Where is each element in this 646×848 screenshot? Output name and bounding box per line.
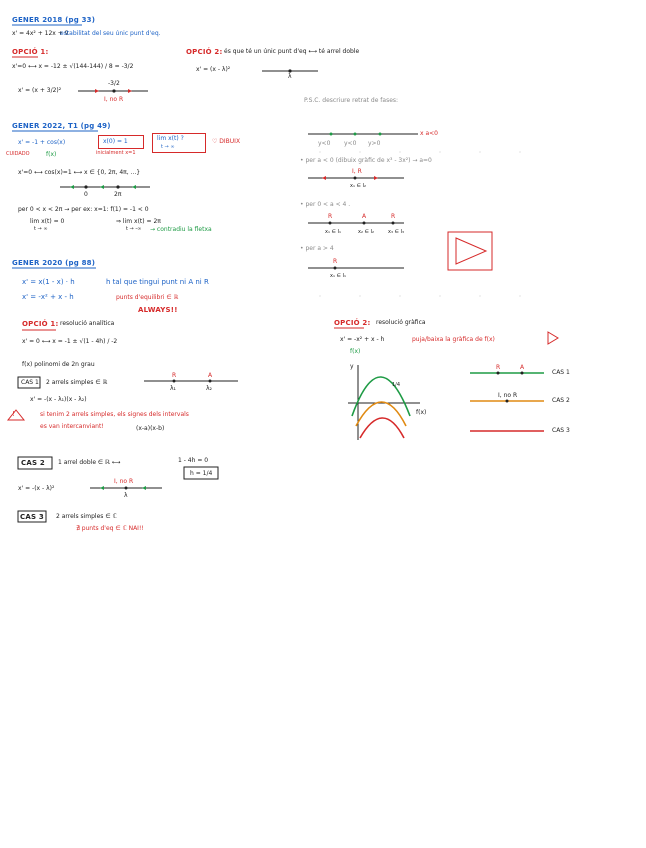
rc-psc: P.S.C. descriure retrat de fases: bbox=[304, 97, 399, 104]
s2-cuidado: CUIDADO bbox=[6, 151, 30, 157]
rc-case2-sub-1: x₁ ∈ I₁ bbox=[325, 229, 341, 235]
cas1-line-label-a: A bbox=[520, 364, 525, 371]
graph-fx-label: f(x) bbox=[416, 409, 427, 416]
s3-op2-eq: x' = -x² + x - h bbox=[340, 336, 385, 343]
s3-cas1-text: 2 arrels simples ∈ ℝ bbox=[46, 379, 108, 386]
s2-between: per 0 < x < 2π → per ex: x=1: f(1) = -1 < 0 bbox=[18, 206, 149, 213]
s3-op2-note: puja/baixa la gràfica de f(x) bbox=[412, 336, 495, 343]
cas1-line-title: CAS 1 bbox=[552, 369, 570, 376]
warn-icon: ! bbox=[12, 410, 15, 418]
rc-case3-sub: x₁ ∈ I₁ bbox=[330, 273, 346, 279]
cas1-line-label-r: R bbox=[496, 364, 501, 371]
graph-quarter-label: 1/4 bbox=[392, 382, 401, 388]
s3-cas1-tick-2: λ₂ bbox=[206, 385, 212, 392]
rc-sign2: y<0 bbox=[344, 140, 357, 147]
s1-op2-tick: λ bbox=[288, 73, 292, 80]
s2-title: GENER 2022, T1 (pg 49) bbox=[12, 122, 111, 130]
s3-cas3: CAS 3 bbox=[20, 513, 44, 521]
s2-lim1-sub: t → ∞ bbox=[34, 226, 48, 232]
s1-op1-tick: -3/2 bbox=[108, 80, 120, 87]
s3-option2: OPCIÓ 2: bbox=[334, 319, 371, 327]
s3-cas2-box: h = 1/4 bbox=[190, 470, 213, 477]
s3-title: GENER 2020 (pg 88) bbox=[12, 259, 96, 267]
s3-eq1: x' = x(1 - x) · h bbox=[22, 278, 75, 286]
rc-case2-label-2: A bbox=[362, 213, 367, 220]
rc-case1-sub: x₁ ∈ I₂ bbox=[350, 183, 366, 189]
rc-case2-label-3: R bbox=[391, 213, 396, 220]
rc-case2-sub-3: x₃ ∈ I₃ bbox=[388, 229, 404, 235]
s3-eq1-note: h tal que tingui punt ni A ni R bbox=[106, 278, 209, 286]
s2-eq2: x'=0 ⟷ cos(x)=1 ⟷ x ∈ {0, 2π, 4π, ...} bbox=[18, 169, 141, 176]
s2-lim2-sub: t → -∞ bbox=[126, 226, 142, 232]
s2-tick-2pi: 2π bbox=[114, 191, 122, 198]
s1-op2-text: és que té un únic punt d'eq ⟷ té arrel doble bbox=[224, 48, 360, 55]
s3-cas2-text: 1 arrel doble ∈ ℝ ⟷ bbox=[58, 459, 121, 466]
s3-cas2-eq: x' = -(x - λ)² bbox=[18, 485, 55, 492]
s2-box1-sub: inicialment x=1 bbox=[96, 150, 136, 156]
rc-case3-label: R bbox=[333, 258, 338, 265]
s2-lim2: ⇒ lim x(t) = 2π bbox=[116, 218, 161, 225]
s3-cas1-eq: x' = -(x - λ₁)(x - λ₂) bbox=[30, 396, 87, 403]
s3-op2-sub: resolució gràfica bbox=[376, 319, 426, 326]
s2-lim2-note: → contradiu la fletxa bbox=[150, 226, 212, 233]
s1-option2: OPCIÓ 2: bbox=[186, 48, 223, 56]
rc-sign3: y>0 bbox=[368, 140, 381, 147]
point bbox=[112, 89, 115, 92]
s3-op1-note: f(x) polinomi de 2n grau bbox=[22, 361, 95, 368]
s3-eq2: x' = -x² + x - h bbox=[22, 293, 74, 301]
s3-always: ALWAYS!! bbox=[138, 306, 178, 314]
s3-cas1-label-a: A bbox=[208, 372, 213, 379]
s3-op2-fx: f(x) bbox=[350, 348, 361, 355]
s3-op1-sub: resolució analítica bbox=[60, 320, 115, 327]
rc-sign1: y<0 bbox=[318, 140, 331, 147]
s3-cas3-text: 2 arrels simples ∈ ℂ bbox=[56, 513, 117, 520]
rc-case2-sub-2: x₂ ∈ I₂ bbox=[358, 229, 374, 235]
s2-box2-sub: t → ∞ bbox=[161, 144, 175, 150]
cas3-line-title: CAS 3 bbox=[552, 427, 570, 434]
s2-box1 bbox=[98, 135, 144, 149]
s3-cas2: CAS 2 bbox=[21, 459, 45, 467]
cas2-line-label: I, no R bbox=[498, 392, 518, 399]
graph-y-label: y bbox=[350, 363, 354, 370]
s1-equation: x' = 4x² + 12x + 9 bbox=[12, 30, 69, 37]
s3-cas1-label-r: R bbox=[172, 372, 177, 379]
rc-case3: • per a > 4 bbox=[300, 245, 334, 252]
s3-warn-1: si tenim 2 arrels simples, els signes dels intervals bbox=[40, 411, 189, 418]
s3-warn-2: es van intercanviant! bbox=[40, 423, 104, 430]
s2-fx: f(x) bbox=[46, 151, 57, 158]
rc-case1: • per a < 0 (dibuix gràfic de x³ - 3x²) → a=0 bbox=[300, 157, 432, 164]
s1-op2-eq: x' = (x - λ)² bbox=[196, 66, 231, 73]
s1-op1-line2: x' = (x + 3/2)² bbox=[18, 87, 62, 94]
s3-cas2-cond: 1 - 4h = 0 bbox=[178, 457, 209, 464]
s2-box1-text: x(0) = 1 bbox=[103, 138, 128, 145]
rc-case2-label-1: R bbox=[328, 213, 333, 220]
s2-box2-text: lim x(t) ? bbox=[157, 135, 184, 142]
s2-box2 bbox=[152, 133, 206, 153]
s3-option1: OPCIÓ 1: bbox=[22, 320, 59, 328]
s3-eq2-note: punts d'equilibri ∈ ℝ bbox=[116, 294, 179, 301]
s1-op1-line1: x'=0 ⟷ x = -12 ± √(144-144) / 8 = -3/2 bbox=[12, 63, 134, 70]
s1-title: GENER 2018 (pg 33) bbox=[12, 16, 96, 24]
cas2-line-title: CAS 2 bbox=[552, 397, 570, 404]
s3-warn-eq: (x-a)(x-b) bbox=[136, 425, 165, 432]
s3-cas3-note: ∄ punts d'eq ∈ ℂ NAI!! bbox=[76, 525, 144, 532]
s3-cas2-label: I, no R bbox=[114, 478, 134, 485]
s2-tick-0: 0 bbox=[84, 191, 88, 198]
s3-cas1-tick-1: λ₁ bbox=[170, 385, 176, 392]
s2-equation: x' = -1 + cos(x) bbox=[18, 139, 66, 146]
rc-case1-label: I, R bbox=[352, 168, 362, 175]
s2-lim1: lim x(t) = 0 bbox=[30, 218, 65, 225]
s2-dibuix: ♡ DIBUIX bbox=[212, 138, 241, 145]
rc-case2: • per 0 < a < 4 . bbox=[300, 201, 351, 208]
s1-op1-label: I, no R bbox=[104, 96, 124, 103]
rc-a-lt: x a<0 bbox=[420, 130, 438, 137]
s1-note: estabilitat del seu únic punt d'eq. bbox=[60, 30, 161, 37]
s3-cas1: CAS 1 bbox=[21, 379, 39, 386]
s1-option1: OPCIÓ 1: bbox=[12, 48, 49, 56]
s3-cas2-tick: λ bbox=[124, 492, 128, 499]
s3-op1-eq: x' = 0 ⟷ x = -1 ± √(1 - 4h) / -2 bbox=[22, 338, 118, 345]
